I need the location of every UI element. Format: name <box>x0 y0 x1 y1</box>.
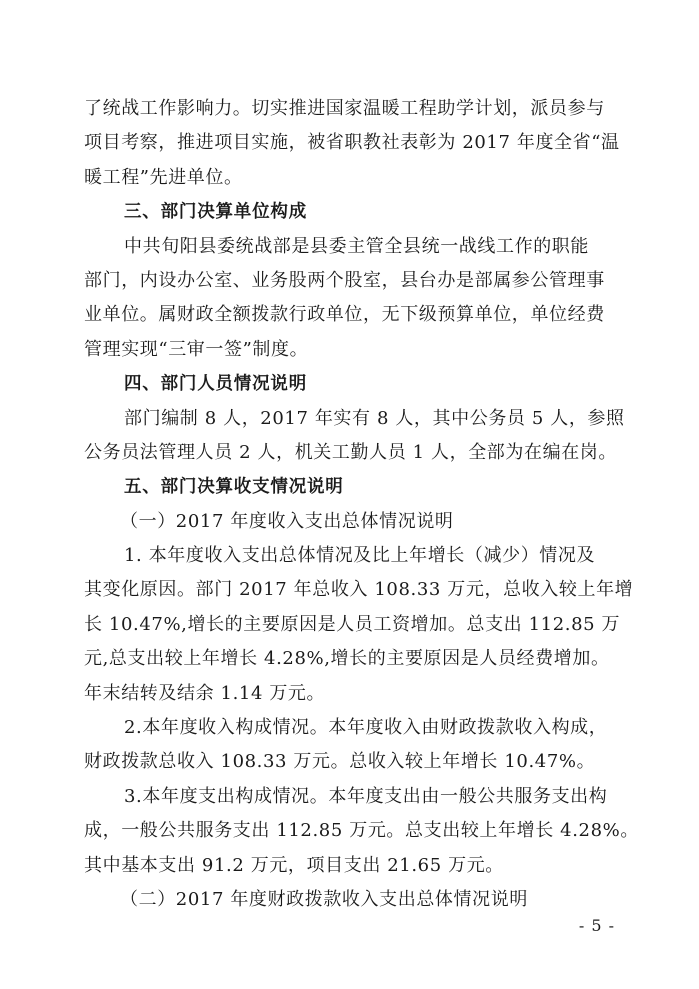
section-heading: 三、部门决算单位构成 <box>124 202 307 223</box>
page-number: - 5 - <box>578 916 615 935</box>
paragraph-line: 长 10.47%,增长的主要原因是人员工资增加。总支出 112.85 万 <box>84 613 621 635</box>
subsection-heading: （二）2017 年度财政拨款收入支出总体情况说明 <box>120 888 528 910</box>
section-heading: 五、部门决算收支情况说明 <box>124 477 344 498</box>
paragraph-line: 其中基本支出 91.2 万元，项目支出 21.65 万元。 <box>84 854 504 876</box>
paragraph-line: 部门，内设办公室、业务股两个股室，县台办是部属参公管理事 <box>84 269 605 291</box>
paragraph-line: 管理实现“三审一签”制度。 <box>84 338 309 360</box>
paragraph-line: 3.本年度支出构成情况。本年度支出由一般公共服务支出构 <box>124 785 608 807</box>
paragraph-line: 了统战工作影响力。切实推进国家温暖工程助学计划，派员参与 <box>84 98 605 119</box>
section-heading: 四、部门人员情况说明 <box>124 374 307 395</box>
paragraph-line: 部门编制 8 人，2017 年实有 8 人，其中公务员 5 人，参照 <box>124 407 625 429</box>
document-body <box>84 92 639 917</box>
paragraph-line: 公务员法管理人员 2 人，机关工勤人员 1 人，全部为在编在岗。 <box>84 441 617 463</box>
paragraph-line: 元,总支出较上年增长 4.28%,增长的主要原因是人员经费增加。 <box>84 648 610 670</box>
paragraph-line: 成，一般公共服务支出 112.85 万元。总支出较上年增长 4.28%。 <box>84 820 639 842</box>
paragraph-line: 中共旬阳县委统战部是县委主管全县统一战线工作的职能 <box>124 235 589 257</box>
paragraph-line: 项目考察，推进项目实施，被省职教社表彰为 2017 年度全省“温 <box>84 132 620 154</box>
paragraph-line: 财政拨款总收入 108.33 万元。总收入较上年增长 10.47%。 <box>84 751 596 773</box>
paragraph-line: 2.本年度收入构成情况。本年度收入由财政拨款收入构成， <box>124 717 608 739</box>
paragraph-line: 业单位。属财政全额拨款行政单位，无下级预算单位，单位经费 <box>84 304 605 326</box>
subsection-heading: （一）2017 年度收入支出总体情况说明 <box>120 510 454 532</box>
paragraph-line: 其变化原因。部门 2017 年总收入 108.33 万元，总收入较上年增 <box>84 579 634 601</box>
paragraph-line: 暖工程”先进单位。 <box>84 166 243 188</box>
paragraph-line: 年末结转及结余 1.14 万元。 <box>84 682 326 704</box>
paragraph-line: 1. 本年度收入支出总体情况及比上年增长（减少）情况及 <box>124 545 596 567</box>
